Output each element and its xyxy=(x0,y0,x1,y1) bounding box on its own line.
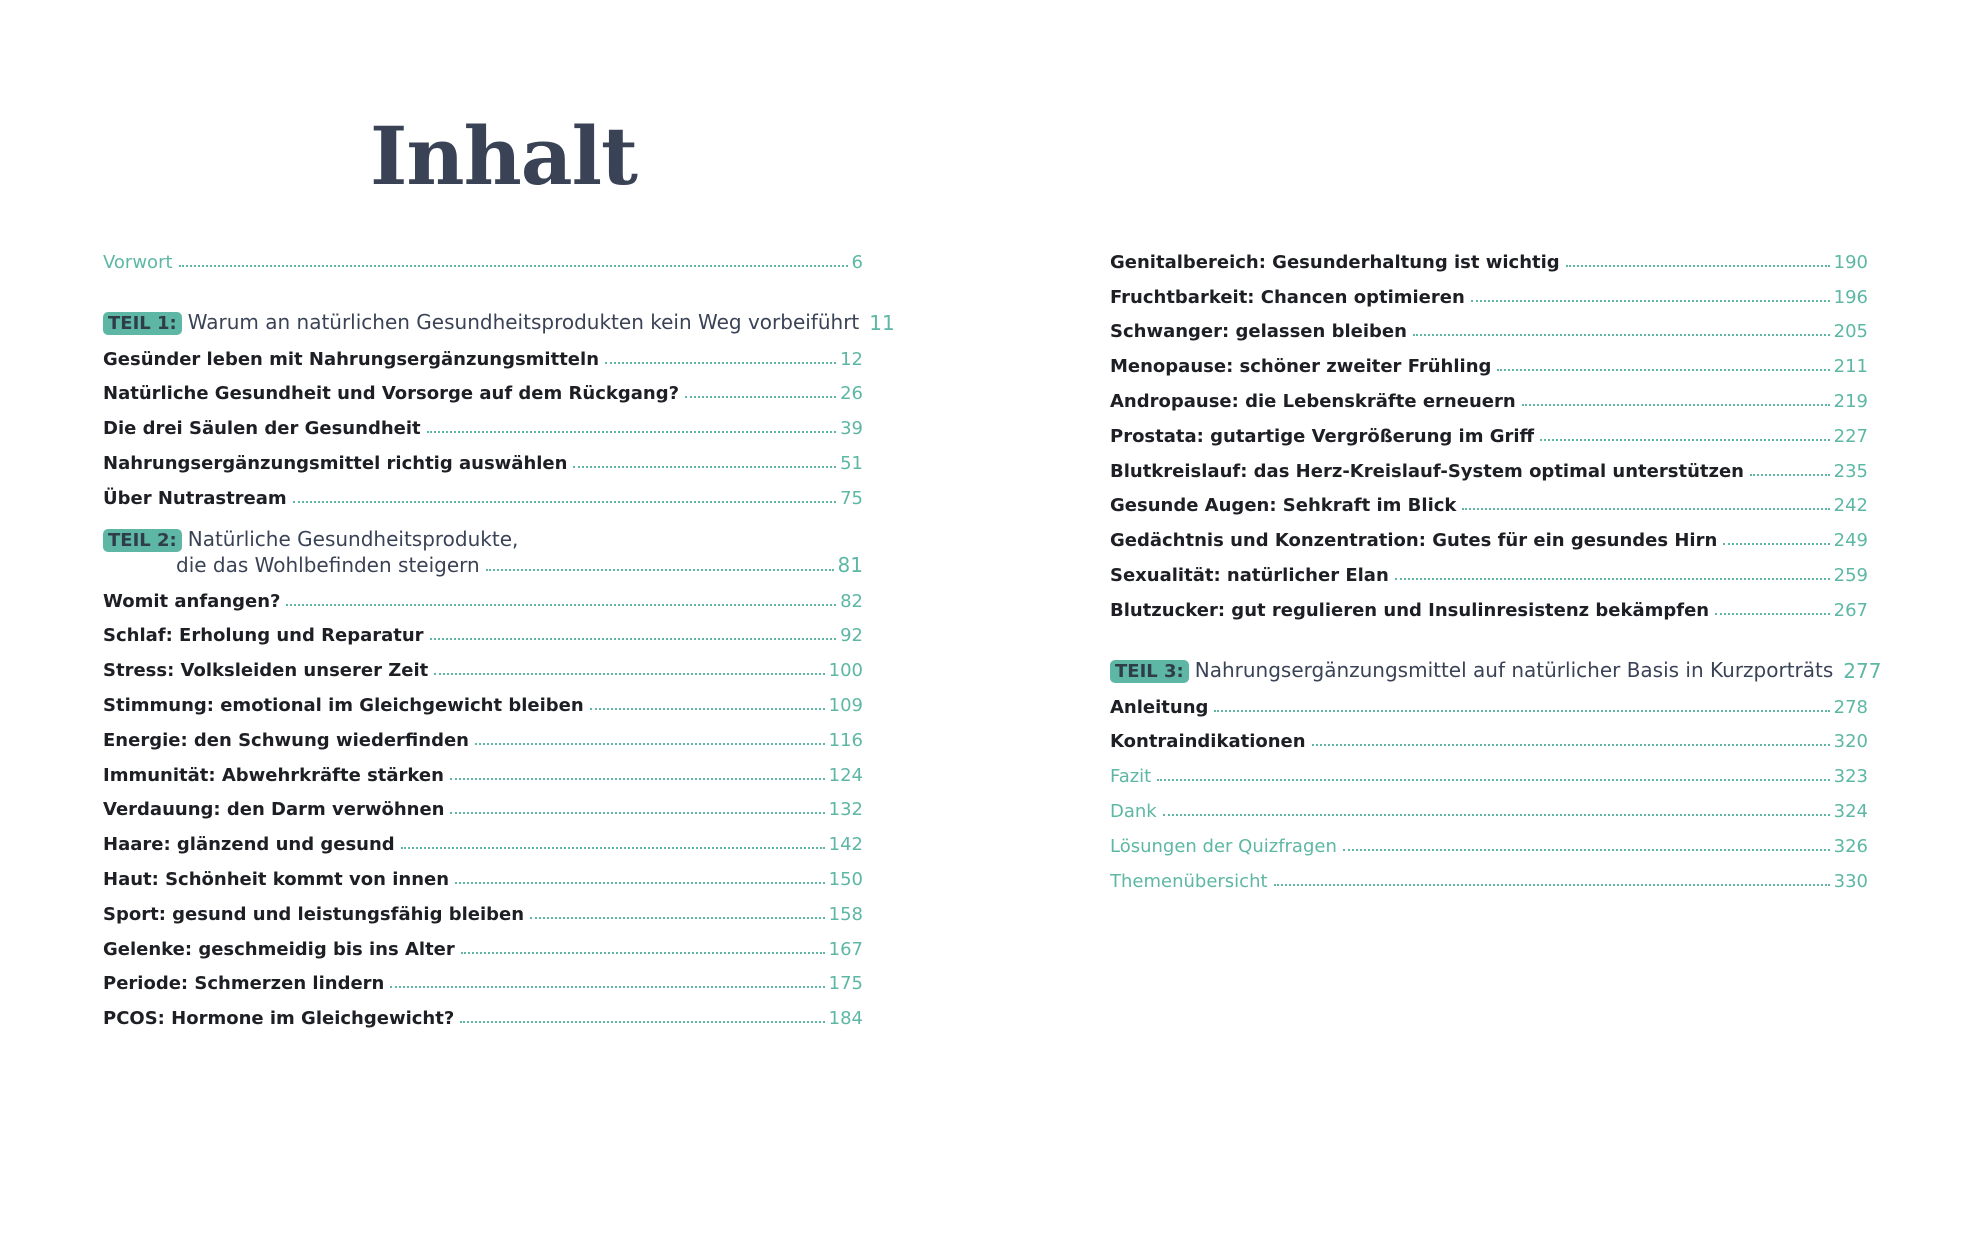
toc-entry-page: 11 xyxy=(869,310,895,335)
part-title-line1: Natürliche Gesundheitsprodukte, xyxy=(187,526,519,551)
toc-entry[interactable] xyxy=(1110,516,1868,551)
toc-entry-label: Gesünder leben mit Nahrungsergänzungsmitteln xyxy=(103,348,600,370)
toc-entry-page: 142 xyxy=(828,834,863,856)
toc-entry-page: 175 xyxy=(828,973,863,995)
toc-entry-label: Vorwort xyxy=(103,251,173,273)
toc-entry-page: 267 xyxy=(1833,599,1868,621)
dot-leader xyxy=(1343,845,1830,851)
dot-leader xyxy=(1462,504,1829,510)
toc-right-column xyxy=(1110,238,1882,892)
dot-leader xyxy=(1214,706,1829,712)
toc-entry-page: 51 xyxy=(840,452,863,474)
toc-entry[interactable] xyxy=(1110,551,1868,586)
toc-entry-page: 75 xyxy=(840,487,863,509)
toc-entry-page: 211 xyxy=(1833,356,1868,378)
toc-entry-page: 6 xyxy=(851,251,863,273)
part-badge: TEIL 2: xyxy=(103,529,182,552)
toc-entry-label: Anleitung xyxy=(1110,696,1209,718)
toc-entry-label: Dank xyxy=(1110,800,1157,822)
toc-entry[interactable] xyxy=(1110,683,1868,718)
toc-entry[interactable] xyxy=(103,994,863,1029)
toc-entry-label: Genitalbereich: Gesunderhaltung ist wichtig xyxy=(1110,251,1560,273)
toc-entry-page: 249 xyxy=(1833,530,1868,552)
dot-leader xyxy=(530,913,825,919)
toc-entry-page: 150 xyxy=(828,868,863,890)
dot-leader xyxy=(1723,539,1829,545)
toc-entry[interactable] xyxy=(1110,718,1868,753)
dot-leader xyxy=(1274,880,1830,886)
toc-entry[interactable] xyxy=(103,612,863,647)
toc-entry-label: Schwanger: gelassen bleiben xyxy=(1110,321,1407,343)
dot-leader xyxy=(605,358,836,364)
dot-leader xyxy=(1715,609,1830,615)
toc-entry[interactable] xyxy=(103,960,863,995)
toc-entry-label: Menopause: schöner zweiter Frühling xyxy=(1110,356,1492,378)
toc-list-part-2-continued xyxy=(1110,238,1868,621)
part-title: Warum an natürlichen Gesundheitsprodukten kein Weg vorbeiführt xyxy=(187,309,860,334)
toc-entry-label: Stimmung: emotional im Gleichgewicht bleiben xyxy=(103,694,584,716)
dot-leader xyxy=(427,427,836,433)
toc-list-part-2 xyxy=(103,577,863,1029)
toc-entry-label: Gesunde Augen: Sehkraft im Blick xyxy=(1110,495,1457,517)
dot-leader xyxy=(1395,574,1830,580)
toc-entry-page: 190 xyxy=(1833,251,1868,273)
toc-entry[interactable] xyxy=(103,370,863,405)
toc-list-back-matter xyxy=(1110,752,1868,891)
toc-entry[interactable] xyxy=(1110,308,1868,343)
toc-entry-page: 116 xyxy=(828,729,863,751)
toc-entry-page: 39 xyxy=(840,418,863,440)
dot-leader xyxy=(434,669,824,675)
toc-entry-page: 26 xyxy=(840,383,863,405)
dot-leader xyxy=(1540,435,1829,441)
toc-entry-label: Blutzucker: gut regulieren und Insulinresistenz bekämpfen xyxy=(1110,599,1710,621)
toc-entry[interactable] xyxy=(103,577,863,612)
dot-leader xyxy=(390,982,824,988)
toc-entry-label: Sport: gesund und leistungsfähig bleiben xyxy=(103,903,525,925)
toc-entry-label: Gedächtnis und Konzentration: Gutes für ein gesundes Hirn xyxy=(1110,530,1718,552)
part-title: Nahrungsergänzungsmittel auf natürlicher Basis in Kurzporträts xyxy=(1194,657,1834,682)
toc-entry-page: 12 xyxy=(840,348,863,370)
toc-entry-page: 184 xyxy=(828,1008,863,1030)
toc-entry-page: 330 xyxy=(1833,870,1868,892)
dot-leader xyxy=(293,497,836,503)
dot-leader xyxy=(1522,400,1830,406)
toc-entry-label: Gelenke: geschmeidig bis ins Alter xyxy=(103,938,455,960)
toc-entry-page: 323 xyxy=(1833,766,1868,788)
dot-leader xyxy=(1163,810,1830,816)
toc-entry[interactable] xyxy=(1110,238,1868,273)
toc-entry[interactable] xyxy=(1110,752,1868,787)
toc-entry-label: Womit anfangen? xyxy=(103,590,281,612)
toc-entry[interactable] xyxy=(1110,377,1868,412)
toc-entry[interactable] xyxy=(103,681,863,716)
toc-entry[interactable] xyxy=(103,404,863,439)
dot-leader xyxy=(450,808,824,814)
toc-entry[interactable] xyxy=(1110,787,1868,822)
toc-entry-label: Blutkreislauf: das Herz-Kreislauf-System optimal unterstützen xyxy=(1110,460,1744,482)
dot-leader xyxy=(1497,365,1829,371)
toc-entry-label: Immunität: Abwehrkräfte stärken xyxy=(103,764,444,786)
toc-entry-label: Periode: Schmerzen lindern xyxy=(103,973,385,995)
toc-entry[interactable] xyxy=(1110,342,1868,377)
toc-entry-page: 326 xyxy=(1833,835,1868,857)
dot-leader xyxy=(401,843,825,849)
dot-leader xyxy=(1471,296,1830,302)
dot-leader xyxy=(1750,470,1830,476)
toc-entry-label: Prostata: gutartige Vergrößerung im Griff xyxy=(1110,425,1535,447)
toc-entry[interactable] xyxy=(1110,822,1868,857)
toc-entry-label: Kontraindikationen xyxy=(1110,731,1306,753)
toc-entry-label: Die drei Säulen der Gesundheit xyxy=(103,418,421,440)
dot-leader xyxy=(286,600,836,606)
toc-entry-label: Sexualität: natürlicher Elan xyxy=(1110,564,1389,586)
toc-entry-page: 92 xyxy=(840,625,863,647)
toc-part-2[interactable] xyxy=(103,527,863,577)
toc-entry-label: Stress: Volksleiden unserer Zeit xyxy=(103,660,429,682)
toc-entry-page: 227 xyxy=(1833,425,1868,447)
toc-entry[interactable] xyxy=(103,716,863,751)
part-badge: TEIL 1: xyxy=(103,312,182,335)
toc-entry[interactable] xyxy=(103,474,863,509)
toc-left-column xyxy=(103,238,895,1030)
toc-list-part-3 xyxy=(1110,683,1868,753)
toc-entry[interactable] xyxy=(103,820,863,855)
dot-leader xyxy=(685,392,836,398)
dot-leader xyxy=(590,704,825,710)
dot-leader xyxy=(1312,740,1830,746)
toc-entry-vorwort[interactable] xyxy=(103,238,863,273)
part-badge: TEIL 3: xyxy=(1110,660,1189,683)
page-title: Inhalt xyxy=(370,109,637,203)
toc-entry-page: 81 xyxy=(837,552,863,577)
dot-leader xyxy=(461,948,825,954)
toc-entry-page: 124 xyxy=(828,764,863,786)
toc-entry-label: Andropause: die Lebenskräfte erneuern xyxy=(1110,390,1516,412)
toc-list-part-1 xyxy=(103,335,863,509)
dot-leader xyxy=(430,634,837,640)
dot-leader xyxy=(475,739,825,745)
toc-entry-page: 167 xyxy=(828,938,863,960)
part-title-line2: die das Wohlbefinden steigern xyxy=(176,552,480,577)
dot-leader xyxy=(486,565,834,571)
toc-part-1[interactable] xyxy=(103,295,895,335)
toc-entry[interactable] xyxy=(103,925,863,960)
toc-entry-label: Schlaf: Erholung und Reparatur xyxy=(103,625,424,647)
dot-leader xyxy=(573,462,836,468)
toc-entry[interactable] xyxy=(1110,857,1868,892)
toc-entry-page: 109 xyxy=(828,694,863,716)
toc-entry-page: 158 xyxy=(828,903,863,925)
toc-entry-page: 132 xyxy=(828,799,863,821)
toc-entry[interactable] xyxy=(103,890,863,925)
dot-leader xyxy=(460,1017,824,1023)
toc-entry-page: 324 xyxy=(1833,800,1868,822)
dot-leader xyxy=(455,878,825,884)
toc-entry[interactable] xyxy=(1110,412,1868,447)
toc-entry[interactable] xyxy=(1110,273,1868,308)
toc-entry-label: Themenübersicht xyxy=(1110,870,1268,892)
toc-entry-label: Haut: Schönheit kommt von innen xyxy=(103,868,450,890)
toc-entry[interactable] xyxy=(1110,586,1868,621)
toc-entry-page: 320 xyxy=(1833,731,1868,753)
toc-entry[interactable] xyxy=(1110,447,1868,482)
toc-entry[interactable] xyxy=(1110,482,1868,517)
toc-entry[interactable] xyxy=(103,646,863,681)
toc-entry-label: Haare: glänzend und gesund xyxy=(103,834,395,856)
toc-entry-page: 259 xyxy=(1833,564,1868,586)
toc-entry[interactable] xyxy=(103,335,863,370)
toc-entry-label: Nahrungsergänzungsmittel richtig auswählen xyxy=(103,452,568,474)
toc-entry[interactable] xyxy=(103,786,863,821)
toc-part-3[interactable] xyxy=(1110,643,1882,683)
toc-entry-label: Energie: den Schwung wiederfinden xyxy=(103,729,469,751)
toc-entry-label: Natürliche Gesundheit und Vorsorge auf dem Rückgang? xyxy=(103,383,680,405)
toc-entry-page: 242 xyxy=(1833,495,1868,517)
toc-entry-label: Über Nutrastream xyxy=(103,487,287,509)
toc-entry-label: Verdauung: den Darm verwöhnen xyxy=(103,799,445,821)
toc-entry-page: 278 xyxy=(1833,696,1868,718)
dot-leader xyxy=(1566,261,1830,267)
toc-entry-page: 82 xyxy=(840,590,863,612)
toc-entry-page: 205 xyxy=(1833,321,1868,343)
toc-entry-label: Lösungen der Quizfragen xyxy=(1110,835,1337,857)
dot-leader xyxy=(1413,330,1830,336)
toc-entry-label: Fazit xyxy=(1110,766,1152,788)
toc-entry-page: 235 xyxy=(1833,460,1868,482)
dot-leader xyxy=(179,261,848,267)
toc-entry[interactable] xyxy=(103,439,863,474)
toc-entry-page: 100 xyxy=(828,660,863,682)
toc-entry-page: 219 xyxy=(1833,390,1868,412)
toc-entry[interactable] xyxy=(103,855,863,890)
dot-leader xyxy=(450,774,825,780)
toc-entry-label: Fruchtbarkeit: Chancen optimieren xyxy=(1110,286,1465,308)
toc-entry-page: 277 xyxy=(1843,658,1882,683)
toc-entry[interactable] xyxy=(103,751,863,786)
toc-entry-label: PCOS: Hormone im Gleichgewicht? xyxy=(103,1008,455,1030)
toc-entry-page: 196 xyxy=(1833,286,1868,308)
dot-leader xyxy=(1157,775,1829,781)
